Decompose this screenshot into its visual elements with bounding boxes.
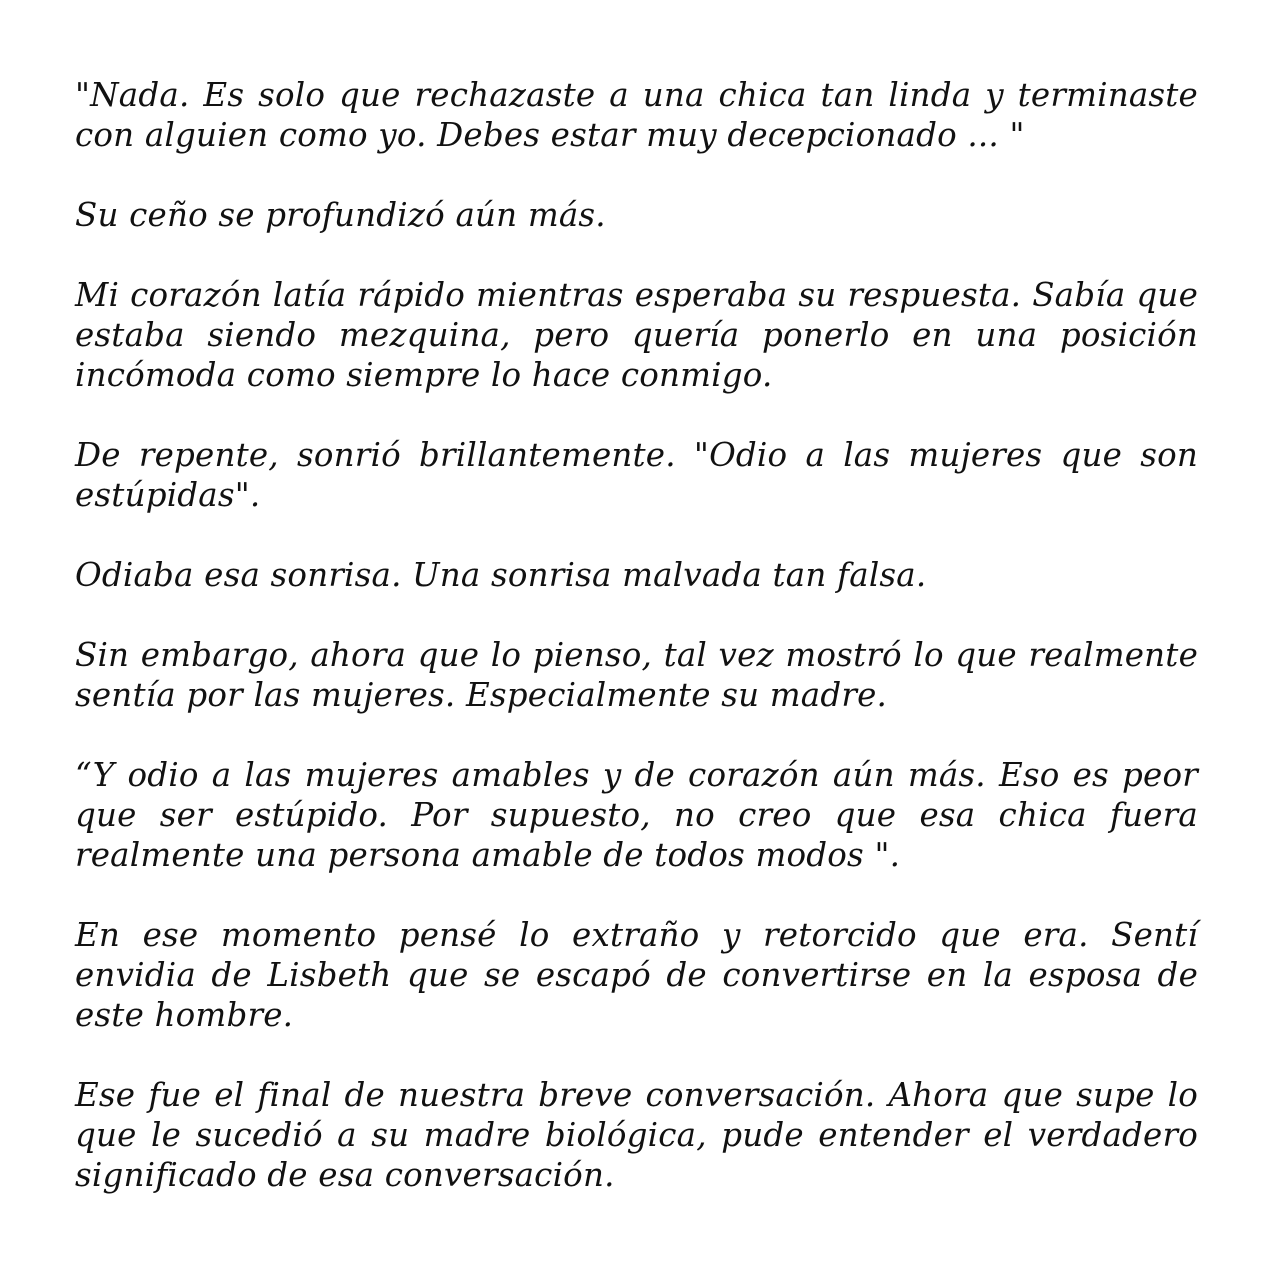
paragraph-1: "Nada. Es solo que rechazaste a una chica tan linda y terminaste con alguien como yo. Debes estar muy decepcionado ... " [75, 76, 1198, 154]
paragraph-2: Su ceño se profundizó aún más. [75, 196, 606, 234]
paragraph-4: De repente, sonrió brillantemente. "Odio a las mujeres que son estúpidas". [75, 436, 1198, 514]
paragraph-7: “Y odio a las mujeres amables y de corazón aún más. Eso es peor que ser estúpido. Por supuesto, no creo que esa chica fuera realmente una persona amable de todos modos ". [75, 756, 1198, 874]
paragraph-8: En ese momento pensé lo extraño y retorcido que era. Sentí envidia de Lisbeth que se escapó de convertirse en la esposa de este hombre. [75, 916, 1198, 1034]
document-body [75, 75, 1198, 1235]
paragraph-6: Sin embargo, ahora que lo pienso, tal vez mostró lo que realmente sentía por las mujeres. Especialmente su madre. [75, 636, 1198, 714]
paragraph-5: Odiaba esa sonrisa. Una sonrisa malvada tan falsa. [75, 556, 927, 594]
paragraph-3: Mi corazón latía rápido mientras esperaba su respuesta. Sabía que estaba siendo mezquina, pero quería ponerlo en una posición incómoda como siempre lo hace conmigo. [75, 276, 1198, 394]
paragraph-9: Ese fue el final de nuestra breve conversación. Ahora que supe lo que le sucedió a su madre biológica, pude entender el verdadero significado de esa conversación. [75, 1076, 1198, 1194]
